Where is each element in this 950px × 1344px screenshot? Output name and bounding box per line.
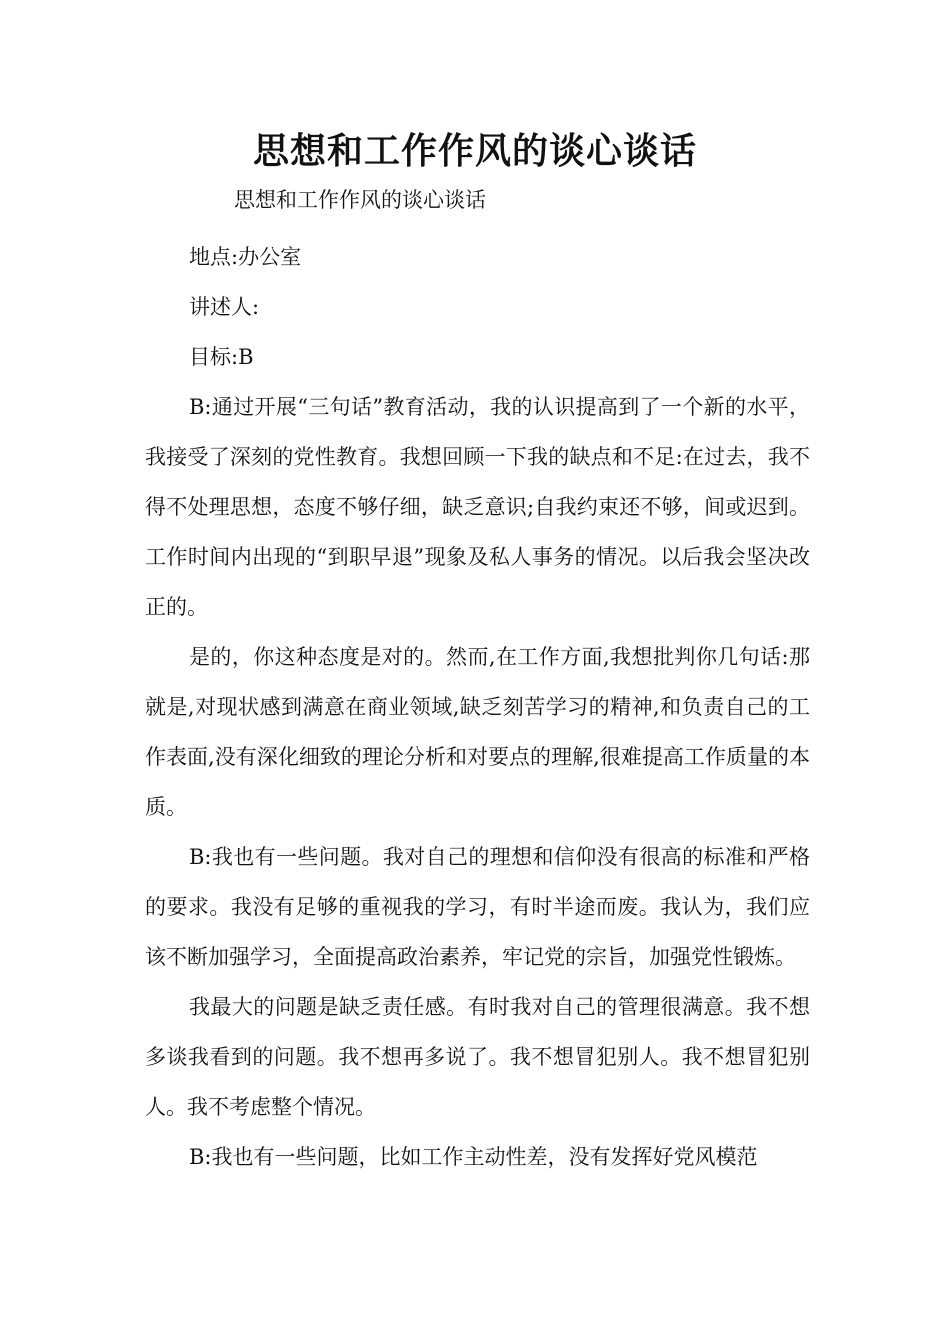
paragraph-target: 目标:B bbox=[189, 345, 254, 369]
paragraph: B:我也有一些问题。我对自己的理想和信仰没有很高的标准和严格的要求。我没有足够的重视我的学习，有时半途而废。我认为，我们应该不断加强学习，全面提高政治素养，牢记党的宗旨，加强党性锻炼。 bbox=[145, 845, 810, 969]
paragraph: B:我也有一些问题，比如工作主动性差，没有发挥好党风模范 bbox=[189, 1145, 758, 1169]
paragraph-location: 地点:办公室 bbox=[189, 245, 302, 269]
document-subtitle: 思想和工作作风的谈心谈话 bbox=[234, 188, 486, 212]
paragraph-speaker: 讲述人: bbox=[189, 295, 260, 319]
document-title: 思想和工作作风的谈心谈话 bbox=[252, 131, 697, 172]
paragraph: 是的，你这种态度是对的。然而,在工作方面,我想批判你几句话:那就是,对现状感到满意在商业领域,缺乏刻苦学习的精神,和负责自己的工作表面,没有深化细致的理论分析和对要点的理解,很难提高工作质量的本质。 bbox=[145, 645, 810, 819]
paragraph: B:通过开展“三句话”教育活动，我的认识提高到了一个新的水平，我接受了深刻的党性教育。我想回顾一下我的缺点和不足:在过去，我不得不处理思想，态度不够仔细，缺乏意识;自我约束还不够，间或迟到。工作时间内出现的“到职早退”现象及私人事务的情况。以后我会坚决改正的。 bbox=[145, 395, 810, 619]
document-body bbox=[145, 232, 810, 1182]
paragraph: 我最大的问题是缺乏责任感。有时我对自己的管理很满意。我不想多谈我看到的问题。我不想再多说了。我不想冒犯别人。我不想冒犯别人。我不考虑整个情况。 bbox=[145, 995, 810, 1119]
